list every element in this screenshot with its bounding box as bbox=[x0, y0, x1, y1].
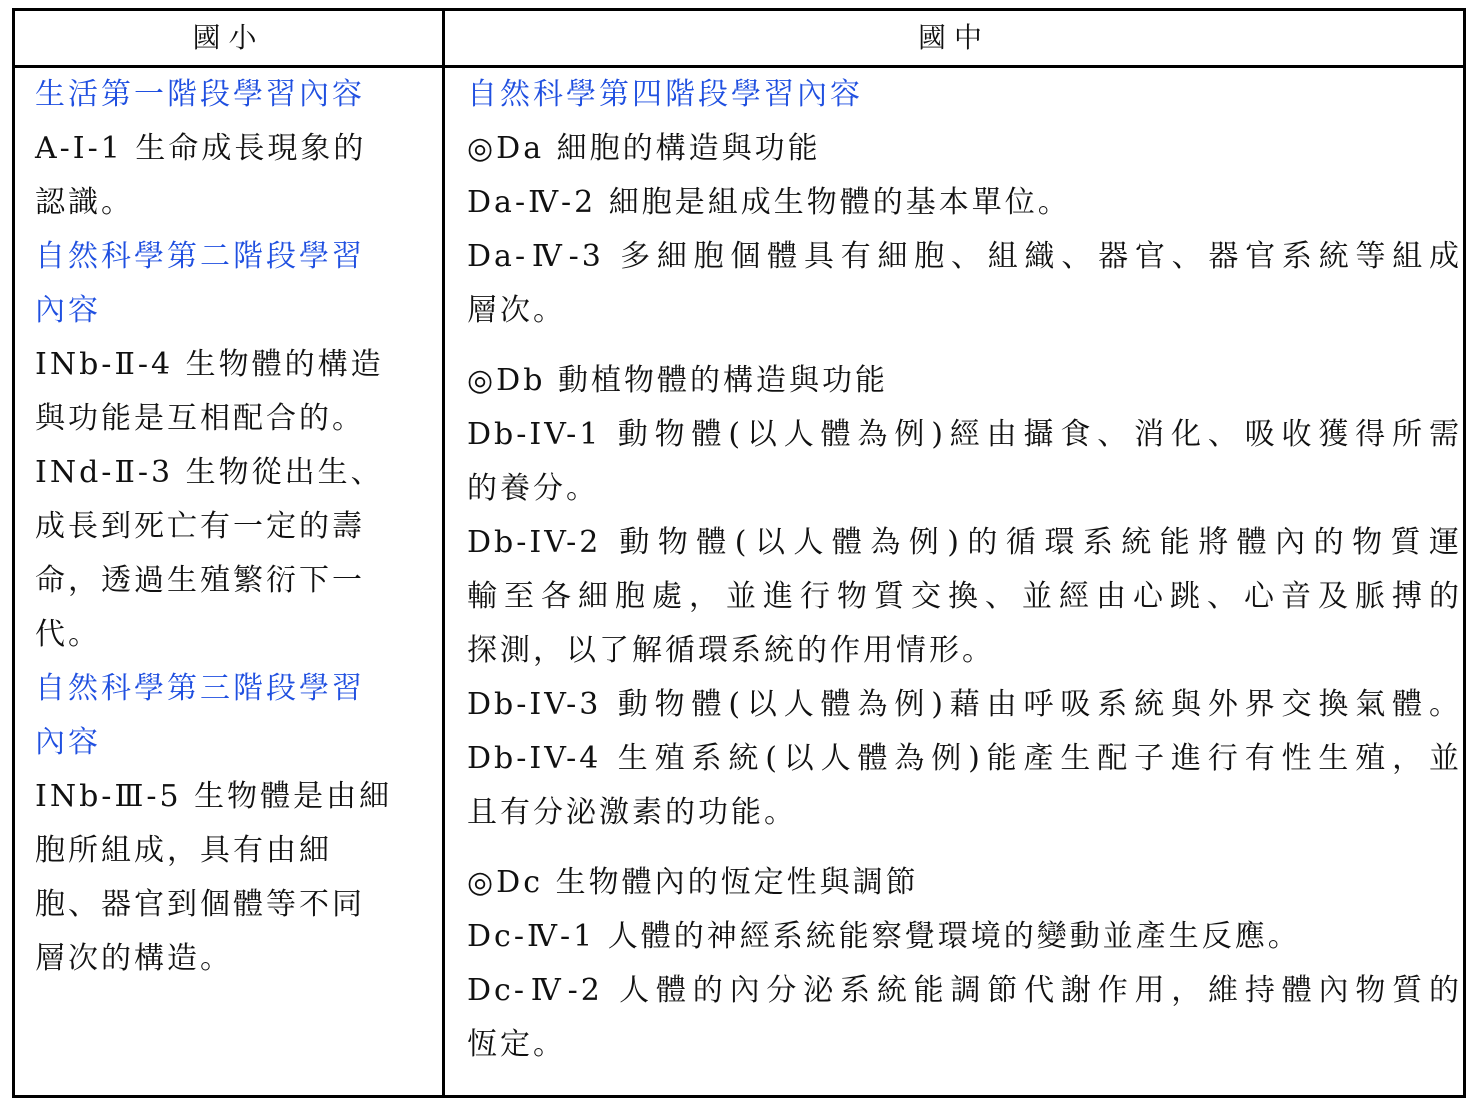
elementary-line: 胞、器官到個體等不同 bbox=[35, 887, 365, 922]
elementary-line: 與功能是互相配合的。 bbox=[35, 401, 365, 436]
junior-line: 輸至各細胞處，並進行物質交換、並經由心跳、心音及脈搏的 bbox=[467, 579, 1462, 614]
junior-line: 的養分。 bbox=[467, 471, 599, 506]
junior-line: Dc-Ⅳ-2 人體的內分泌系統能調節代謝作用，維持體內物質的 bbox=[467, 973, 1462, 1008]
section-gap bbox=[467, 840, 1462, 856]
junior-line: Da-Ⅳ-2 細胞是組成生物體的基本單位。 bbox=[467, 185, 1071, 220]
elementary-line: INb-Ⅱ-4 生物體的構造 bbox=[35, 347, 384, 382]
elementary-line: 層次的構造。 bbox=[35, 941, 233, 976]
section-heading: 生活第一階段學習內容 bbox=[35, 77, 365, 112]
junior-line: ◎Dc 生物體內的恆定性與調節 bbox=[467, 865, 919, 900]
elementary-line: INb-Ⅲ-5 生物體是由細 bbox=[35, 779, 393, 814]
elementary-column bbox=[35, 68, 435, 986]
header-elementary: 國小 bbox=[192, 21, 265, 54]
column-divider bbox=[442, 11, 445, 1095]
junior-line: 恆定。 bbox=[467, 1027, 566, 1062]
junior-line: Db-IV-3 動物體(以人體為例)藉由呼吸系統與外界交換氣體。 bbox=[467, 687, 1462, 722]
curriculum-table bbox=[12, 8, 1466, 1098]
junior-line: 探測，以了解循環系統的作用情形。 bbox=[467, 633, 995, 668]
section-heading: 內容 bbox=[35, 293, 101, 328]
junior-high-column bbox=[467, 68, 1462, 1072]
junior-line: Db-IV-1 動物體(以人體為例)經由攝食、消化、吸收獲得所需 bbox=[467, 417, 1462, 452]
section-heading: 自然科學第三階段學習 bbox=[35, 671, 365, 706]
elementary-line: 代。 bbox=[35, 617, 101, 652]
junior-line: Da-Ⅳ-3 多細胞個體具有細胞、組織、器官、器官系統等組成 bbox=[467, 239, 1462, 274]
junior-line: Dc-Ⅳ-1 人體的神經系統能察覺環境的變動並產生反應。 bbox=[467, 919, 1301, 954]
elementary-line: INd-Ⅱ-3 生物從出生、 bbox=[35, 455, 384, 490]
elementary-line: 胞所組成，具有由細 bbox=[35, 833, 332, 868]
junior-line: Db-IV-2 動物體(以人體為例)的循環系統能將體內的物質運 bbox=[467, 525, 1462, 560]
section-heading: 自然科學第四階段學習內容 bbox=[467, 77, 863, 112]
elementary-line: 認識。 bbox=[35, 185, 134, 220]
section-heading: 內容 bbox=[35, 725, 101, 760]
junior-line: 層次。 bbox=[467, 293, 566, 328]
header-junior-high: 國中 bbox=[917, 21, 990, 54]
elementary-line: 成長到死亡有一定的壽 bbox=[35, 509, 365, 544]
junior-line: 且有分泌激素的功能。 bbox=[467, 795, 797, 830]
junior-line: ◎Da 細胞的構造與功能 bbox=[467, 131, 821, 166]
elementary-line: A-I-1 生命成長現象的 bbox=[35, 131, 367, 166]
elementary-line: 命，透過生殖繁衍下一 bbox=[35, 563, 365, 598]
junior-line: Db-IV-4 生殖系統(以人體為例)能產生配子進行有性生殖，並 bbox=[467, 741, 1462, 776]
junior-line: ◎Db 動植物體的構造與功能 bbox=[467, 363, 888, 398]
section-gap bbox=[467, 338, 1462, 354]
section-heading: 自然科學第二階段學習 bbox=[35, 239, 365, 274]
